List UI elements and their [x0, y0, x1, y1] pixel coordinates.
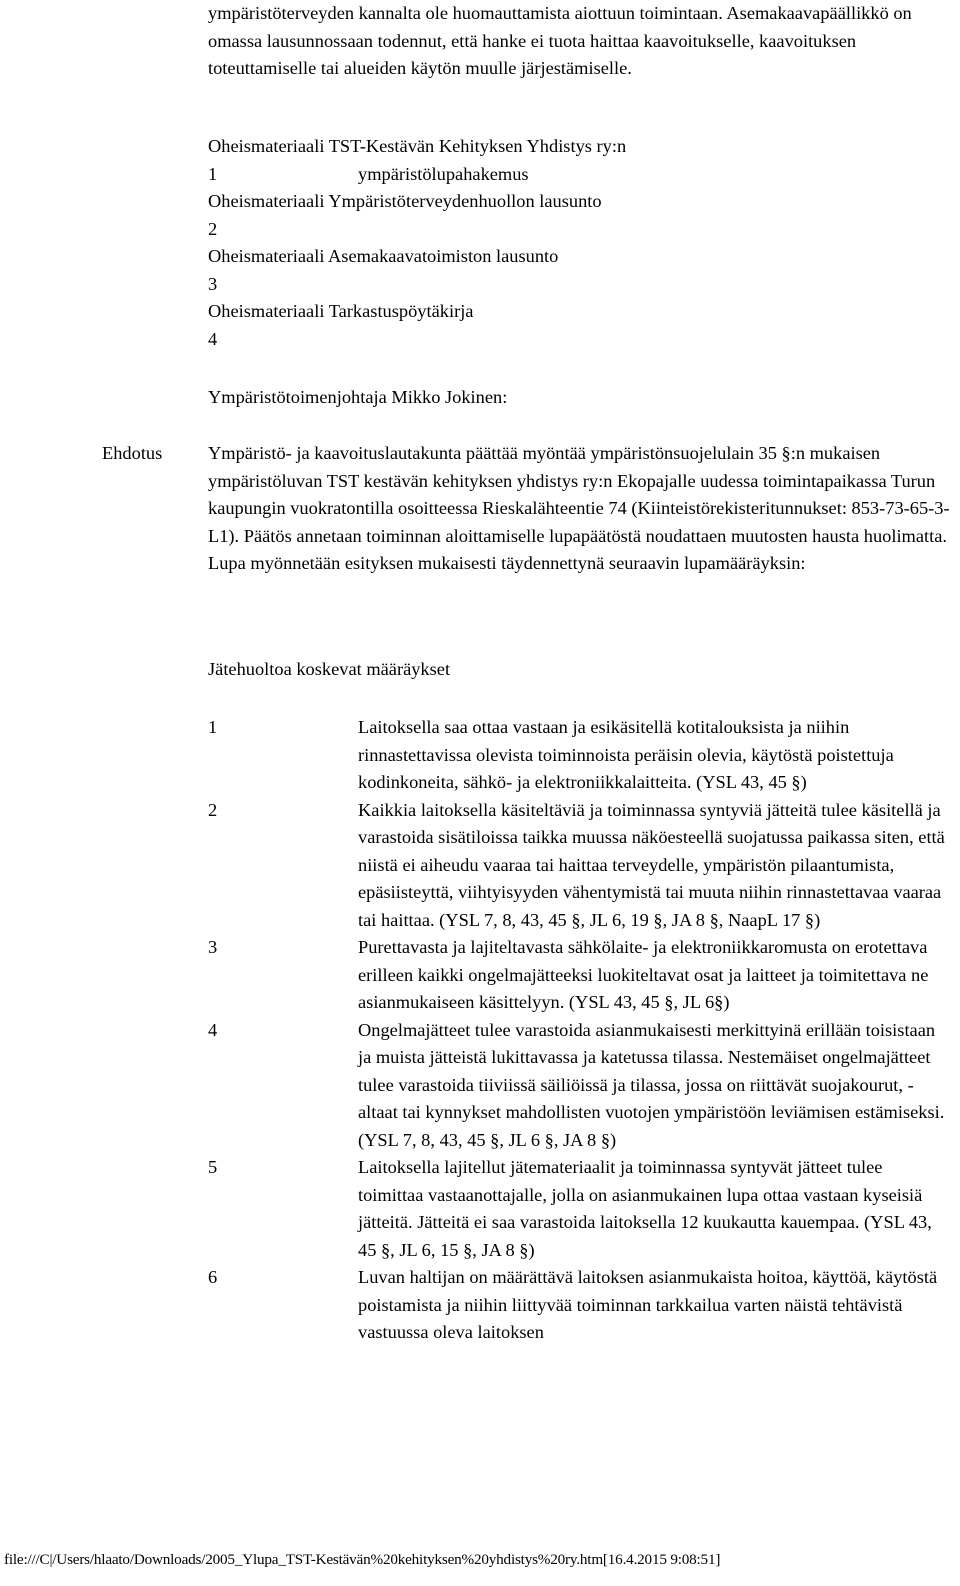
attachment-number: 2	[208, 218, 218, 239]
condition-text: Kaikkia laitoksella käsiteltäviä ja toiminnassa syntyviä jätteitä tulee käsitellä ja varastoida sisätiloissa taikka muussa näköesteellä suojatussa paikassa siten, että niistä ei aiheudu vaaraa tai haittaa terveydelle, ympäristön pilaantumista, epäsiisteyttä, viihtyisyyden vähentymistä tai muuta niihin rinnastettavaa vaaraa tai haittaa. (YSL 7, 8, 43, 45 §, JL 6, 19 §, JA 8 §, NaapL 17 §)	[358, 799, 945, 930]
condition-text: Luvan haltijan on määrättävä laitoksen asianmukaista hoitoa, käyttöä, käytöstä poistamista ja niihin liittyvää toiminnan tarkkailua varten näistä tehtävistä vastuussa oleva laitoksen	[358, 1267, 938, 1342]
condition-text: Laitoksella saa ottaa vastaan ja esikäsitellä kotitalouksista ja niihin rinnastettavissa olevista toiminnoista peräisin olevia, käytöstä poistettuja kodinkoneita, sähkö- ja elektroniikkalaitteita. (YSL 43, 45 §)	[358, 717, 894, 792]
attachment-number-row	[208, 271, 808, 299]
attachment-label: Oheismateriaali TST-Kestävän Kehityksen Yhdistys ry:n	[208, 136, 627, 156]
attachment-label: Oheismateriaali Asemakaavatoimiston lausunto	[208, 246, 559, 266]
attachment-number: 1	[208, 163, 218, 184]
attachment-number-row	[208, 216, 808, 244]
attachment-label: Oheismateriaali Tarkastuspöytäkirja	[208, 301, 474, 321]
attachment-number-row	[208, 161, 808, 189]
condition-item	[208, 797, 952, 935]
condition-number: 2	[208, 799, 218, 820]
condition-text: Laitoksella lajitellut jätemateriaalit ja toiminnassa syntyvät jätteet tulee toimittaa vastaanottajalle, jolla on asianmukainen lupa ottaa vastaan kyseisiä jätteitä. Jätteitä ei saa varastoida laitoksella 12 kuukautta kauempaa. (YSL 43, 45 §, JL 6, 15 §, JA 8 §)	[358, 1157, 932, 1260]
condition-text: Ongelmajätteet tulee varastoida asianmukaisesti merkittyinä erillään toisistaan ja muista jätteistä lukittavassa ja katetussa tilassa. Nestemäiset ongelmajätteet tulee varastoida tiiviissä säiliöissä ja tilassa, jossa on riittävät suojakourut, -altaat tai kynnykset mahdollisten vuotojen ympäristöön leviämisen estämiseksi. (YSL 7, 8, 43, 45 §, JL 6 §, JA 8 §)	[358, 1019, 945, 1150]
condition-number: 5	[208, 1157, 218, 1177]
proposal-label: Ehdotus	[102, 443, 163, 463]
condition-item	[208, 1154, 952, 1264]
condition-item	[208, 1264, 952, 1347]
condition-item	[208, 1017, 952, 1155]
director-heading: Ympäristötoimenjohtaja Mikko Jokinen:	[208, 387, 508, 407]
attachment-number: 4	[208, 328, 218, 349]
proposal-section	[208, 440, 952, 578]
attachment-number-row	[208, 326, 808, 354]
attachment-extra: ympäristölupahakemus	[358, 163, 529, 184]
attachment-number: 3	[208, 273, 218, 294]
intro-paragraph: ympäristöterveyden kannalta ole huomauttamista aiottuun toimintaan. Asemakaavapäällikkö on omassa lausunnossaan todennut, että hanke ei tuota haittaa kaavoitukselle, kaavoituksen toteuttamiselle tai alueiden käytön muulle järjestämiselle.	[208, 3, 912, 78]
attachment-label: Oheismateriaali Ympäristöterveydenhuollon lausunto	[208, 191, 602, 211]
section-heading: Jätehuoltoa koskevat määräykset	[208, 659, 451, 679]
condition-item	[208, 934, 952, 1017]
condition-text: Purettavasta ja lajiteltavasta sähkölaite- ja elektroniikkaromusta on erotettava erilleen kaikki ongelmajätteeksi luokiteltavat osat ja laitteet ja toimitettava ne asianmukaiseen käsittelyyn. (YSL 43, 45 §, JL 6§)	[358, 937, 929, 1012]
attachments-list	[208, 133, 808, 353]
condition-item	[208, 714, 952, 797]
condition-number: 1	[208, 717, 218, 737]
condition-number: 6	[208, 1267, 218, 1287]
condition-number: 4	[208, 1019, 218, 1040]
intro-section	[208, 0, 952, 83]
conditions-list	[208, 714, 952, 1347]
page-footer-url: file:///C|/Users/hlaato/Downloads/2005_Ylupa_TST-Kestävän%20kehityksen%20yhdistys%20ry.htm[16.4.2015 9:08:51]	[4, 1551, 721, 1568]
proposal-text: Ympäristö- ja kaavoituslautakunta päättää myöntää ympäristönsuojelulain 35 §:n mukaisen ympäristöluvan TST kestävän kehityksen yhdistys ry:n Ekopajalle uudessa toimintapaikassa Turun kaupungin vuokratontilla osoitteessa Rieskalähteentie 74 (Kiinteistörekisteritunnukset: 853-73-65-3-L1). Päätös annetaan toiminnan aloittamiselle lupapäätöstä noudattaen muutosten hausta huolimatta. Lupa myönnetään esityksen mukaisesti täydennettynä seuraavin lupamääräyksin:	[208, 443, 950, 573]
condition-number: 3	[208, 937, 218, 957]
